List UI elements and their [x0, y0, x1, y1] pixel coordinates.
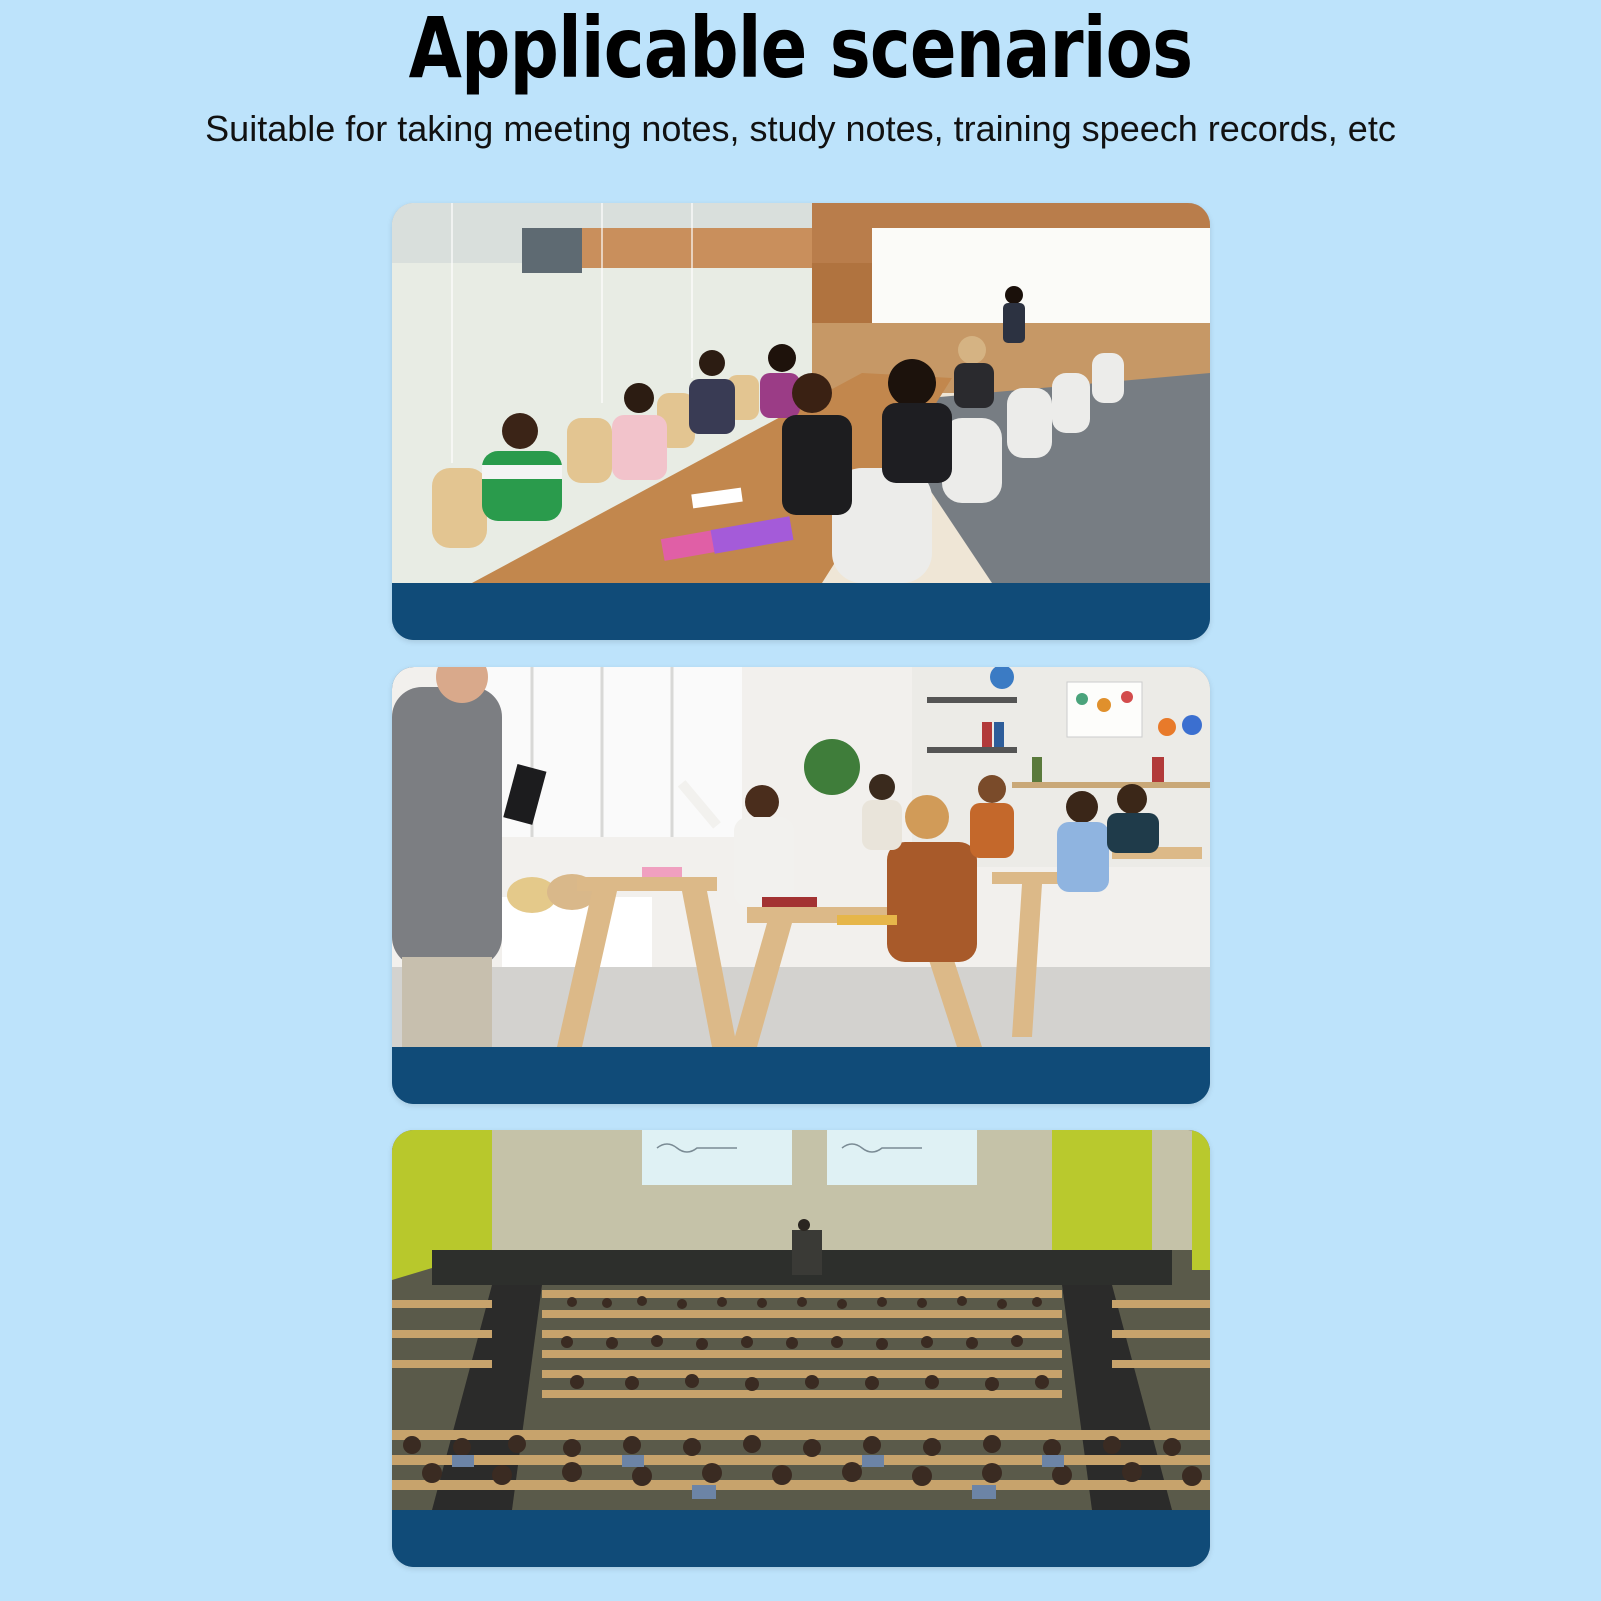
card-band: [392, 1510, 1210, 1567]
classroom-photo: [392, 667, 1210, 1047]
scenario-card-lecture-hall: [392, 1130, 1210, 1567]
card-band: [392, 1047, 1210, 1104]
lecture-hall-photo: [392, 1130, 1210, 1510]
page-subtitle: Suitable for taking meeting notes, study notes, training speech records, etc: [205, 108, 1396, 149]
meeting-room-photo: [392, 203, 1210, 583]
page-title: Applicable scenarios: [408, 0, 1193, 97]
scenario-card-meeting: [392, 203, 1210, 640]
card-band: [392, 583, 1210, 640]
scenario-card-classroom: [392, 667, 1210, 1104]
